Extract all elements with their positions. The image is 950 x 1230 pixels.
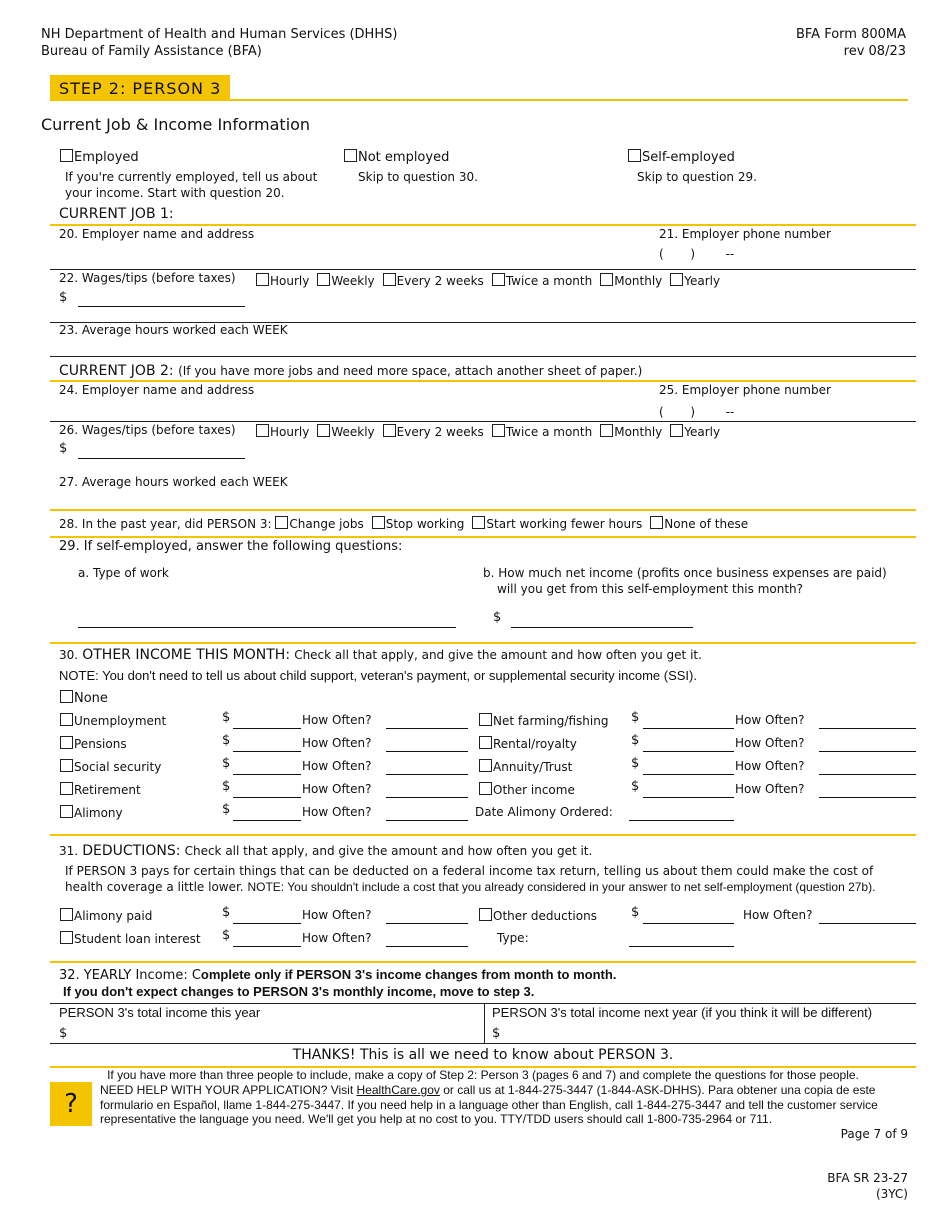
how-often-label: How Often? <box>735 759 805 773</box>
how-often-label: How Often? <box>302 759 372 773</box>
how-often-label: How Often? <box>735 736 805 750</box>
q28-label: 28. In the past year, did PERSON 3: <box>59 517 272 531</box>
q22-label: 22. Wages/tips (before taxes) <box>59 271 236 285</box>
q28-row <box>59 516 756 531</box>
step-banner <box>50 75 230 99</box>
not-employed-checkbox[interactable] <box>344 149 357 162</box>
income-amount-field[interactable] <box>233 751 301 752</box>
freq-every-2-weeks[interactable]: Every 2 weeks <box>383 424 484 439</box>
deduction-dollar: $ <box>222 928 231 943</box>
job1-title: CURRENT JOB 1: <box>59 206 174 222</box>
q29b-label: b. How much net income (profits once business expenses are paid) <box>483 566 887 580</box>
how-often-label: How Often? <box>735 782 805 796</box>
how-often-label: How Often? <box>302 713 372 727</box>
income-item[interactable]: Other income <box>479 782 575 797</box>
self-employed-checkbox[interactable] <box>628 149 641 162</box>
q32-next-year-field[interactable]: $ <box>492 1026 501 1041</box>
q31-text-2: health coverage a little lower. NOTE: You shouldn't include a cost that you already considered in your answer to net self-employment (question 27b). <box>65 880 876 894</box>
how-often-field[interactable] <box>819 751 916 752</box>
q22-frequency <box>256 273 728 288</box>
q32-this-year-label: PERSON 3's total income this year <box>59 1005 261 1020</box>
income-item[interactable]: Rental/royalty <box>479 736 577 751</box>
income-amount-field[interactable] <box>643 751 734 752</box>
employed-note: If you're currently employed, tell us about <box>65 170 318 184</box>
how-often-field[interactable] <box>386 820 468 821</box>
q30-heading: 30. OTHER INCOME THIS MONTH: Check all that apply, and give the amount and how often you get it. <box>59 647 702 663</box>
q27-label: 27. Average hours worked each WEEK <box>59 475 288 489</box>
income-item[interactable]: Unemployment <box>60 713 166 728</box>
how-often-field[interactable] <box>819 797 916 798</box>
freq-yearly[interactable]: Yearly <box>670 424 720 439</box>
how-often-field[interactable] <box>386 923 468 924</box>
income-dollar: $ <box>222 733 231 748</box>
income-amount-field[interactable] <box>643 728 734 729</box>
page-number: Page 7 of 9 <box>840 1127 908 1141</box>
help-text-2: formulario en Español, llame 1-844-275-3447. If you need help in a language other than English, call 1-844-275-3447 and tell the customer service <box>100 1098 878 1112</box>
how-often-label: How Often? <box>302 782 372 796</box>
how-often-field[interactable] <box>386 751 468 752</box>
income-item[interactable]: Retirement <box>60 782 141 797</box>
freq-weekly[interactable]: Weekly <box>317 424 374 439</box>
freq-yearly[interactable]: Yearly <box>670 273 720 288</box>
q23-label: 23. Average hours worked each WEEK <box>59 323 288 337</box>
deduction-type-field[interactable] <box>629 946 734 947</box>
alimony-date-field[interactable] <box>629 820 734 821</box>
deduction-type-label: Type: <box>497 931 529 945</box>
how-often-label: How Often? <box>302 736 372 750</box>
deduction-dollar: $ <box>222 905 231 920</box>
q28-fewer-hours[interactable]: Start working fewer hours <box>472 516 642 531</box>
q28-divider <box>50 509 916 511</box>
income-amount-field[interactable] <box>233 774 301 775</box>
q28-none[interactable]: None of these <box>650 516 748 531</box>
income-amount-field[interactable] <box>643 797 734 798</box>
q26-dollar: $ <box>59 441 68 456</box>
q31-text: If PERSON 3 pays for certain things that can be deducted on a federal income tax return, telling us about them could make the cost of <box>65 864 874 878</box>
income-item[interactable]: Pensions <box>60 736 127 751</box>
q29a-label: a. Type of work <box>78 566 169 580</box>
q29b-dollar: $ <box>493 610 502 625</box>
q29b-label-2: will you get from this self-employment this month? <box>497 582 804 596</box>
help-question-icon: ? <box>50 1082 92 1126</box>
income-amount-field[interactable] <box>643 774 734 775</box>
q30-divider <box>50 642 916 644</box>
q32-divider <box>50 961 916 963</box>
freq-twice-a-month[interactable]: Twice a month <box>492 273 592 288</box>
q26-amount-field[interactable] <box>78 458 245 459</box>
freq-monthly[interactable]: Monthly <box>600 424 662 439</box>
row-divider <box>50 356 916 357</box>
q32-heading: 32. YEARLY Income: Complete only if PERSON 3's income changes from month to month. <box>59 967 617 983</box>
how-often-label: How Often? <box>302 908 372 922</box>
income-amount-field[interactable] <box>233 820 301 821</box>
healthcare-gov-link[interactable]: HealthCare.gov <box>356 1083 440 1097</box>
income-dollar: $ <box>631 779 640 794</box>
deduction-item[interactable]: Alimony paid <box>60 908 152 923</box>
job1-divider <box>50 224 916 226</box>
deduction-item[interactable]: Student loan interest <box>60 931 201 946</box>
how-often-label: How Often? <box>302 805 372 819</box>
q22-dollar: $ <box>59 290 68 305</box>
footer-code: BFA SR 23-27 <box>827 1171 908 1185</box>
section-title: Current Job & Income Information <box>41 115 311 134</box>
q32-table-divider <box>484 1003 485 1043</box>
income-item[interactable]: Annuity/Trust <box>479 759 572 774</box>
how-often-field[interactable] <box>386 774 468 775</box>
income-dollar: $ <box>222 756 231 771</box>
footer-sub: (3YC) <box>875 1187 908 1201</box>
employed-note-2: your income. Start with question 20. <box>65 186 285 200</box>
income-item[interactable]: Net farming/fishing <box>479 713 608 728</box>
freq-hourly[interactable]: Hourly <box>256 424 309 439</box>
q29a-type-field[interactable] <box>78 627 456 628</box>
step-divider <box>50 99 908 101</box>
how-often-field[interactable] <box>386 797 468 798</box>
income-item[interactable]: Alimony <box>60 805 123 820</box>
income-amount-field[interactable] <box>233 728 301 729</box>
q25-label: 25. Employer phone number <box>659 383 831 397</box>
form-rev: rev 08/23 <box>843 44 906 59</box>
job2-title: CURRENT JOB 2: (If you have more jobs and need more space, attach another sheet of paper.) <box>59 363 643 379</box>
q24-label: 24. Employer name and address <box>59 383 255 397</box>
row-divider <box>50 421 916 422</box>
freq-twice-a-month[interactable]: Twice a month <box>492 424 592 439</box>
other-deductions-item[interactable]: Other deductions <box>479 908 597 923</box>
q32-this-year-field[interactable]: $ <box>59 1026 68 1041</box>
q32-next-year-label: PERSON 3's total income next year (if you think it will be different) <box>492 1005 873 1020</box>
how-often-label: How Often? <box>743 908 813 922</box>
how-often-label: How Often? <box>302 931 372 945</box>
q32-subheading: If you don't expect changes to PERSON 3's monthly income, move to step 3. <box>63 984 535 999</box>
job2-note: (If you have more jobs and need more space, attach another sheet of paper.) <box>178 364 643 378</box>
income-amount-field[interactable] <box>233 797 301 798</box>
bureau-name: Bureau of Family Assistance (BFA) <box>41 44 262 59</box>
deduction-dollar: $ <box>631 905 640 920</box>
deduction-amount-field[interactable] <box>233 923 301 924</box>
income-dollar: $ <box>631 756 640 771</box>
q32-table-top <box>50 1003 916 1004</box>
income-item[interactable]: Social security <box>60 759 161 774</box>
q26-frequency <box>256 424 728 439</box>
employed-checkbox[interactable] <box>60 149 73 162</box>
q30-note: NOTE: You don't need to tell us about child support, veteran's payment, or supplemental security income (SSI). <box>59 668 697 683</box>
q29-label: 29. If self-employed, answer the following questions: <box>59 539 403 554</box>
how-often-label: How Often? <box>735 713 805 727</box>
q26-label: 26. Wages/tips (before taxes) <box>59 423 236 437</box>
form-id: BFA Form 800MA <box>795 27 906 42</box>
income-dollar: $ <box>222 779 231 794</box>
income-none[interactable]: None <box>60 690 108 706</box>
q20-label: 20. Employer name and address <box>59 227 255 241</box>
income-dollar: $ <box>631 733 640 748</box>
q25-phone-field[interactable]: ( ) -- <box>659 405 735 419</box>
income-dollar: $ <box>222 802 231 817</box>
income-dollar: $ <box>631 710 640 725</box>
q28-stop-working[interactable]: Stop working <box>372 516 465 531</box>
how-often-field[interactable] <box>386 728 468 729</box>
help-text: NEED HELP WITH YOUR APPLICATION? Visit HealthCare.gov or call us at 1-844-275-3447 (1-844-ASK-DHHS). Para obtener una copia de este <box>100 1083 876 1097</box>
freq-weekly[interactable]: Weekly <box>317 273 374 288</box>
other-deduction-amount-field[interactable] <box>643 923 734 924</box>
dept-name: NH Department of Health and Human Services (DHHS) <box>41 27 398 42</box>
income-dollar: $ <box>222 710 231 725</box>
q32-table-bottom <box>50 1043 916 1044</box>
how-often-field[interactable] <box>819 774 916 775</box>
deduction-amount-field[interactable] <box>233 946 301 947</box>
alimony-date-label: Date Alimony Ordered: <box>475 805 613 819</box>
freq-monthly[interactable]: Monthly <box>600 273 662 288</box>
not-employed-note: Skip to question 30. <box>358 170 478 184</box>
row-divider <box>50 269 916 270</box>
freq-hourly[interactable]: Hourly <box>256 273 309 288</box>
how-often-field[interactable] <box>386 946 468 947</box>
q29-divider <box>50 536 916 538</box>
self-employed-option[interactable]: Self-employed <box>628 149 735 165</box>
help-text-3: representative the language you need. We'll get you help at no cost to you. TTY/TDD users should call 1-800-735-2964 or 711. <box>100 1112 773 1126</box>
q31-divider <box>50 834 916 836</box>
copy-note: If you have more than three people to include, make a copy of Step 2: Person 3 (pages 6 and 7) and complete the questions for those people. <box>107 1068 859 1082</box>
q21-label: 21. Employer phone number <box>659 227 831 241</box>
employed-option[interactable]: Employed <box>60 149 139 165</box>
q28-change-jobs[interactable]: Change jobs <box>275 516 363 531</box>
not-employed-option[interactable]: Not employed <box>344 149 449 165</box>
freq-every-2-weeks[interactable]: Every 2 weeks <box>383 273 484 288</box>
job2-divider <box>50 380 916 382</box>
thanks-message: THANKS! This is all we need to know about PERSON 3. <box>292 1047 674 1063</box>
q22-amount-field[interactable] <box>78 306 245 307</box>
how-often-field[interactable] <box>819 728 916 729</box>
how-often-field[interactable] <box>819 923 916 924</box>
self-employed-note: Skip to question 29. <box>637 170 757 184</box>
q21-phone-field[interactable]: ( ) -- <box>659 247 735 261</box>
q29b-amount-field[interactable] <box>511 627 693 628</box>
step-title: STEP 2: PERSON 3 <box>59 79 222 98</box>
q31-heading: 31. DEDUCTIONS: Check all that apply, and give the amount and how often you get it. <box>59 843 593 859</box>
